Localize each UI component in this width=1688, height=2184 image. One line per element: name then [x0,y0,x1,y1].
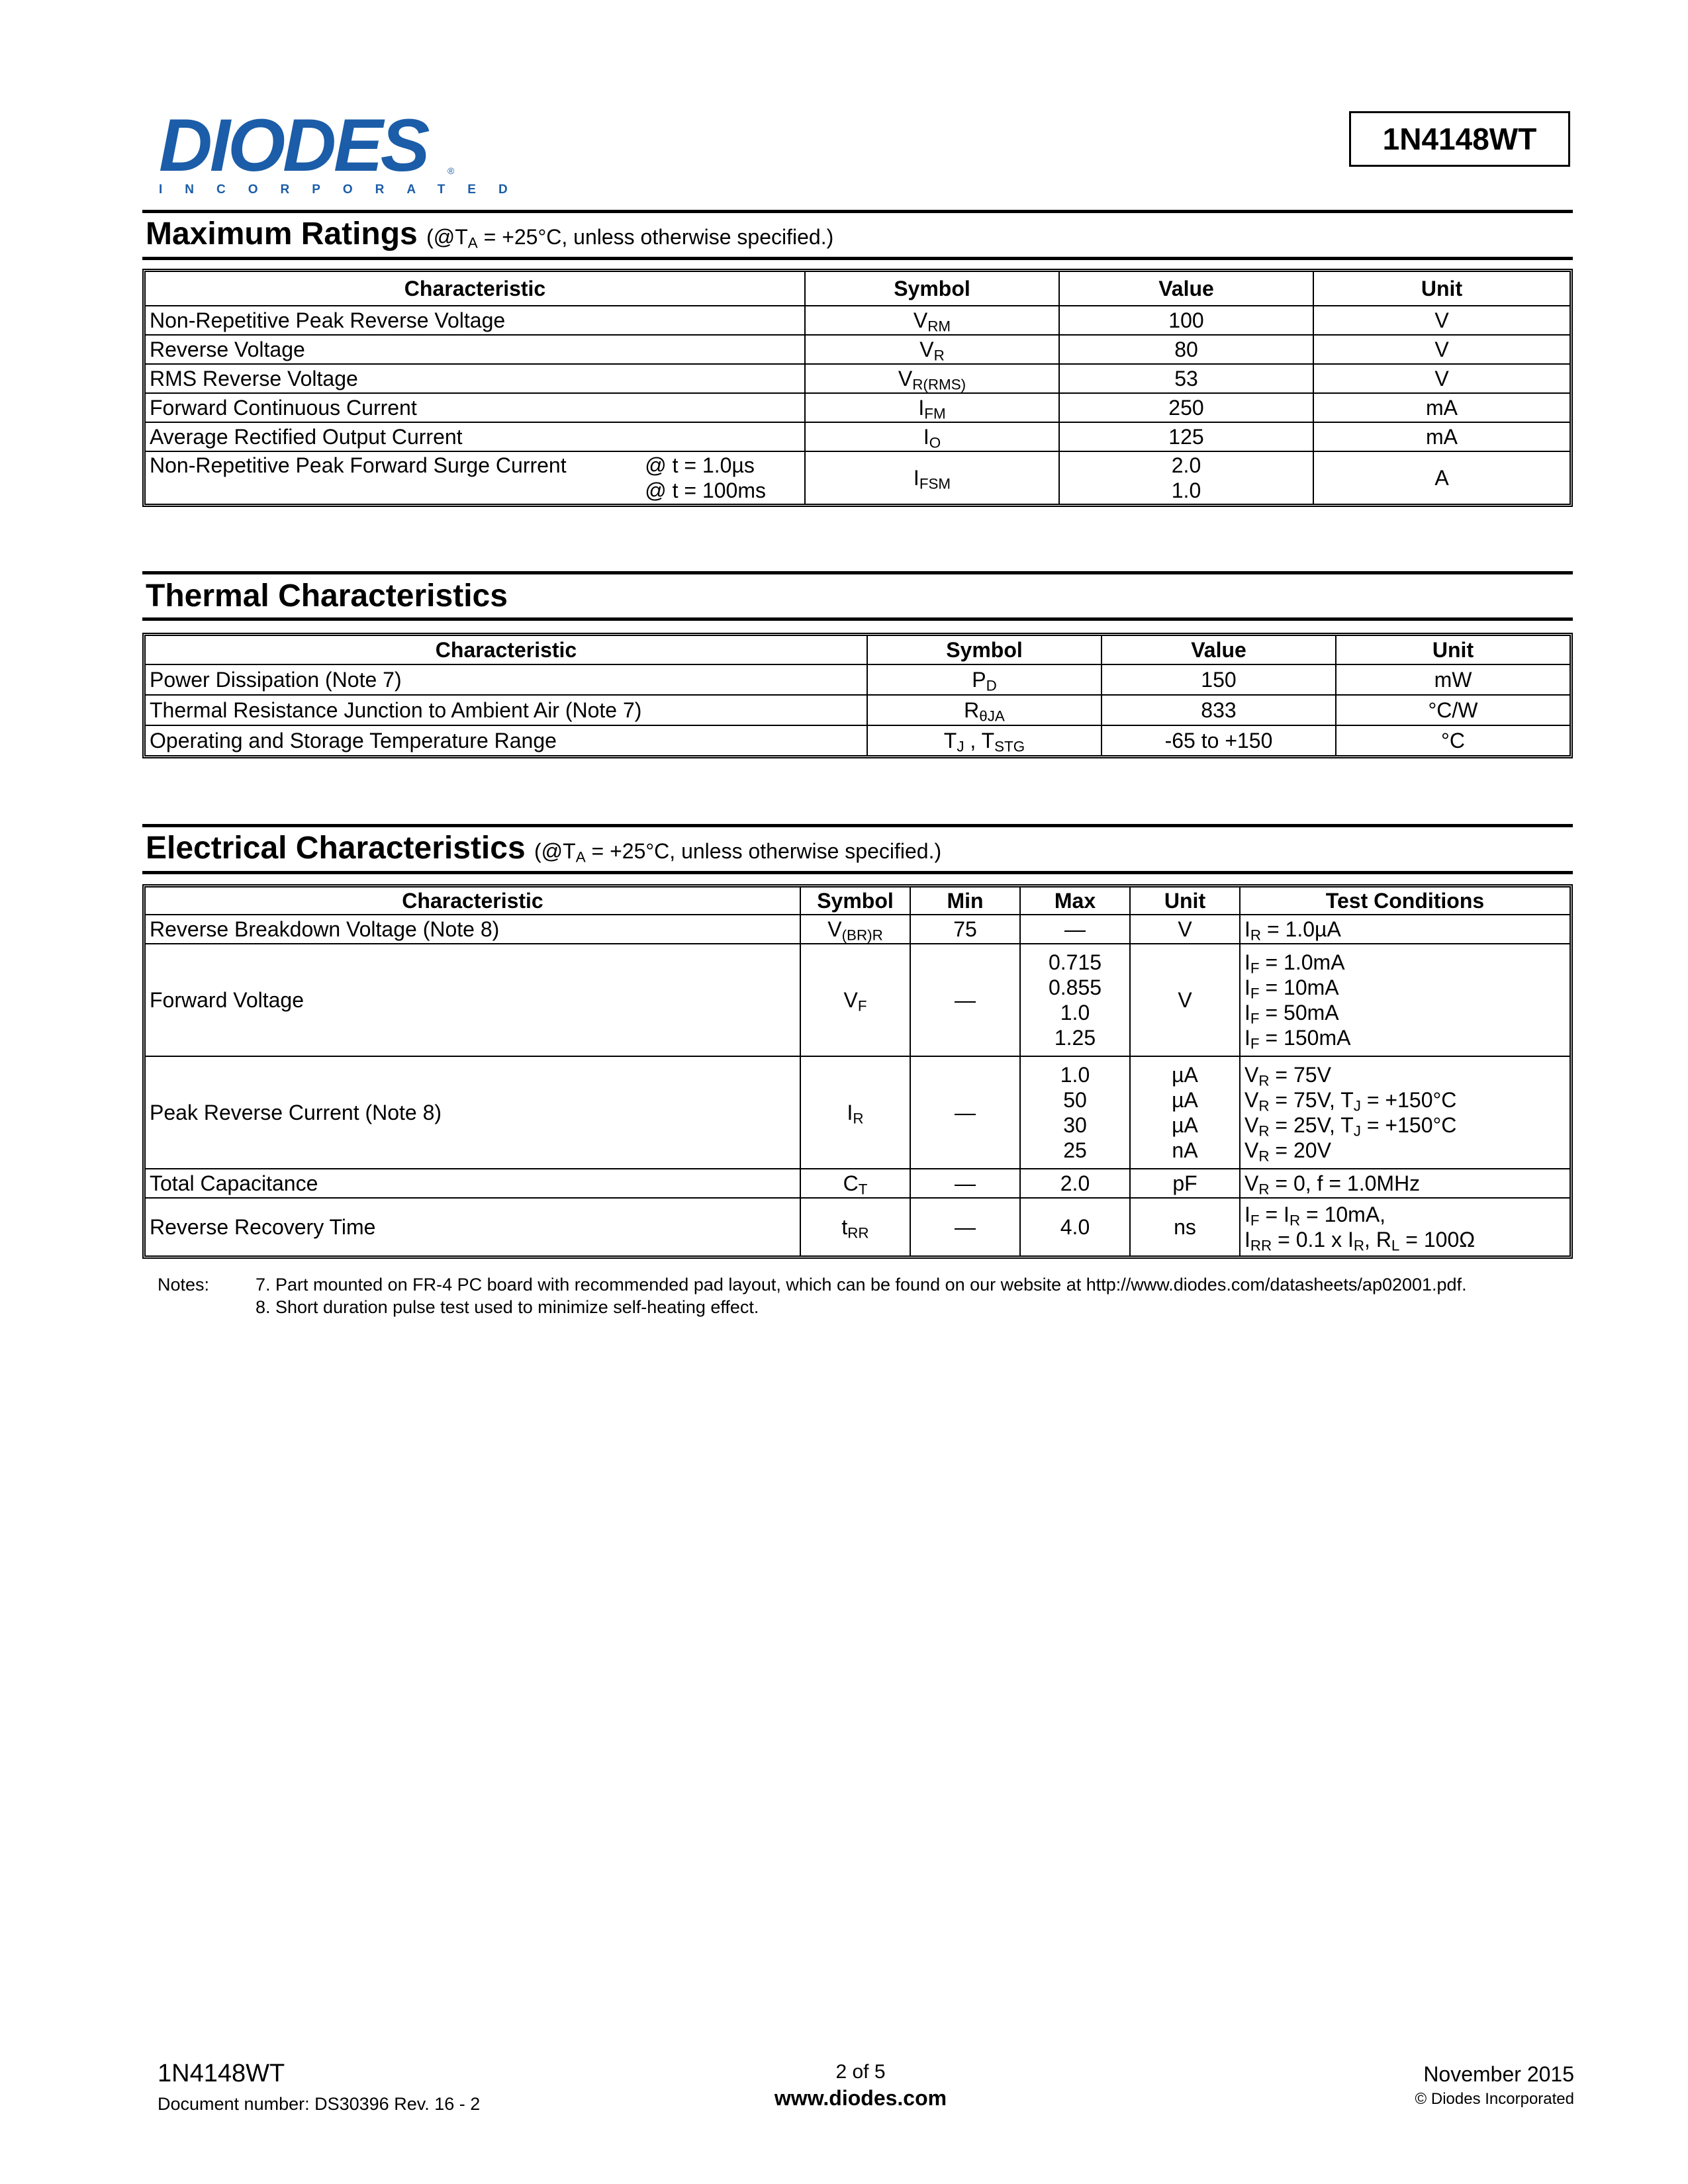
row-min: — [910,1056,1020,1169]
footer-part-number: 1N4148WT [158,2060,285,2087]
row-max: 0.715 0.855 1.0 1.25 [1020,944,1130,1056]
row-unit: mA [1313,393,1570,422]
row-unit: V [1130,944,1240,1056]
logo-wordmark: DIODES [159,104,428,187]
row-unit: V [1313,335,1570,364]
row-characteristic: Forward Continuous Current [146,393,805,422]
section-title-electrical [146,830,941,866]
table-row [146,335,1570,364]
header-value: Value [1102,636,1336,664]
table-row [146,1198,1570,1255]
row-value: 2.0 1.0 [1059,451,1313,504]
section-rule [142,617,1573,621]
row-symbol: $I_{FSM}$ [805,451,1059,504]
section-rule [142,571,1573,574]
table-row [146,915,1570,944]
row-unit: °C/W [1336,695,1570,725]
row-characteristic: Peak Reverse Current (Note 8) [146,1056,800,1169]
row-characteristic: Reverse Breakdown Voltage (Note 8) [146,915,800,944]
max-ratings-condition: ($@T_A = +25^\circ C$, unless otherwise specified.) [426,225,834,251]
header-characteristic: Characteristic [146,887,800,915]
table-row [146,1169,1570,1198]
thermal-title: Thermal Characteristics [146,578,508,614]
header-max: Max [1020,887,1130,915]
header-symbol: Symbol [800,887,910,915]
surge-characteristic: Non-Repetitive Peak Forward Surge Current [150,453,567,477]
row-unit: ns [1130,1198,1240,1255]
row-symbol: $V_{R(RMS)}$ [805,364,1059,393]
electrical-table [142,884,1573,1259]
footer-date: November 2015 [1423,2062,1574,2086]
row-unit: °C [1336,725,1570,755]
row-test-condition: $I_F = I_R = 10mA$, $I_{RR} = 0.1$ x $I_R$, $R_L = 100\Omega$ [1240,1198,1570,1255]
row-value: -65 to +150 [1102,725,1336,755]
row-symbol: $V_{RM}$ [805,306,1059,335]
electrical-title: Electrical Characteristics [146,831,526,866]
footer-document-number: Document number: DS30396 Rev. 16 - 2 [158,2094,481,2114]
note-item: 8. Short duration pulse test used to minimize self-heating effect. [256,1297,759,1317]
row-value: 250 [1059,393,1313,422]
row-characteristic: RMS Reverse Voltage [146,364,805,393]
row-characteristic: Reverse Recovery Time [146,1198,800,1255]
table-row [146,451,1570,504]
section-rule [142,257,1573,260]
section-rule [142,210,1573,213]
row-test-condition: $V_R = 75V$ $V_R = 75V$, $T_J = +150^\circ C$ $V_R = 25V$, $T_J = +150^\circ C$ $V_R = 20V$ [1240,1056,1570,1169]
row-max: — [1020,915,1130,944]
footer-copyright: © Diodes Incorporated [1415,2090,1574,2108]
row-value: 100 [1059,306,1313,335]
section-rule [142,871,1573,874]
row-test-condition: $V_R = 0$, f = 1.0MHz [1240,1169,1570,1198]
row-symbol: $I_{FM}$ [805,393,1059,422]
row-value: 53 [1059,364,1313,393]
row-unit: mW [1336,664,1570,695]
row-value: 125 [1059,422,1313,451]
row-min: — [910,944,1020,1056]
row-characteristic: Reverse Voltage [146,335,805,364]
notes-label: Notes: [158,1275,210,1295]
row-characteristic: Forward Voltage [146,944,800,1056]
registered-mark-icon: ® [447,165,455,176]
part-number-box [1349,111,1570,167]
row-symbol: $V_R$ [805,335,1059,364]
row-test-condition: $I_F = 1.0mA$ $I_F = 10mA$ $I_F = 50mA$ $I_F = 150mA$ [1240,944,1570,1056]
row-characteristic [146,451,805,504]
section-title-max-ratings [146,216,833,252]
row-characteristic: Total Capacitance [146,1169,800,1198]
row-characteristic: Thermal Resistance Junction to Ambient Air (Note 7) [146,695,867,725]
thermal-table [142,633,1573,758]
surge-condition: @ t = 1.0µs [645,453,755,477]
table-row [146,664,1570,695]
row-unit: V [1313,306,1570,335]
row-symbol: $T_J$ , $T_{STG}$ [867,725,1102,755]
row-characteristic: Power Dissipation (Note 7) [146,664,867,695]
row-max: 1.0 50 30 25 [1020,1056,1130,1169]
footer-page-number: 2 of 5 [835,2061,886,2083]
logo-subtext: INCORPORATED [159,183,530,197]
table-header-row [146,272,1570,306]
table-row [146,393,1570,422]
row-unit: µA µA µA nA [1130,1056,1240,1169]
table-row [146,944,1570,1056]
row-max: 4.0 [1020,1198,1130,1255]
row-unit: pF [1130,1169,1240,1198]
max-ratings-title: Maximum Ratings [146,216,418,251]
row-characteristic: Operating and Storage Temperature Range [146,725,867,755]
row-symbol: $t_{RR}$ [800,1198,910,1255]
header-unit: Unit [1336,636,1570,664]
row-value: 833 [1102,695,1336,725]
table-row [146,1056,1570,1169]
footer-website-link[interactable]: www.diodes.com [774,2086,947,2110]
header-test-conditions: Test Conditions [1240,887,1570,915]
table-row [146,422,1570,451]
header-symbol: Symbol [867,636,1102,664]
row-symbol: $R_{\theta JA}$ [867,695,1102,725]
electrical-condition: ($@T_A = +25^\circ C$, unless otherwise specified.) [534,839,942,866]
table-row [146,364,1570,393]
row-characteristic: Non-Repetitive Peak Reverse Voltage [146,306,805,335]
header-unit: Unit [1313,272,1570,306]
row-test-condition: $I_R = 1.0\mu A$ [1240,915,1570,944]
section-rule [142,824,1573,827]
row-unit: A [1313,451,1570,504]
table-row [146,725,1570,755]
header-value: Value [1059,272,1313,306]
row-value: 150 [1102,664,1336,695]
table-row [146,695,1570,725]
table-row [146,306,1570,335]
row-max: 2.0 [1020,1169,1130,1198]
header-characteristic: Characteristic [146,636,867,664]
row-symbol: $V_F$ [800,944,910,1056]
row-characteristic: Average Rectified Output Current [146,422,805,451]
table-header-row [146,636,1570,664]
header-min: Min [910,887,1020,915]
row-symbol: $I_R$ [800,1056,910,1169]
row-value: 80 [1059,335,1313,364]
diodes-logo [159,104,530,197]
row-unit: mA [1313,422,1570,451]
header-unit: Unit [1130,887,1240,915]
header-symbol: Symbol [805,272,1059,306]
row-min: 75 [910,915,1020,944]
row-min: — [910,1169,1020,1198]
row-symbol: $C_T$ [800,1169,910,1198]
row-unit: V [1130,915,1240,944]
table-header-row [146,887,1570,915]
row-unit: V [1313,364,1570,393]
row-symbol: $V_{(BR)R}$ [800,915,910,944]
section-title-thermal [146,578,508,614]
note-item: 7. Part mounted on FR-4 PC board with recommended pad layout, which can be found on our website at http://www.diodes.com/datasheets/ap02001.pdf. [256,1275,1467,1295]
row-symbol: $P_D$ [867,664,1102,695]
surge-condition: @ t = 100ms [645,478,766,502]
header-characteristic: Characteristic [146,272,805,306]
row-min: — [910,1198,1020,1255]
max-ratings-table [142,269,1573,507]
row-symbol: $I_O$ [805,422,1059,451]
part-number: 1N4148WT [1382,122,1537,156]
